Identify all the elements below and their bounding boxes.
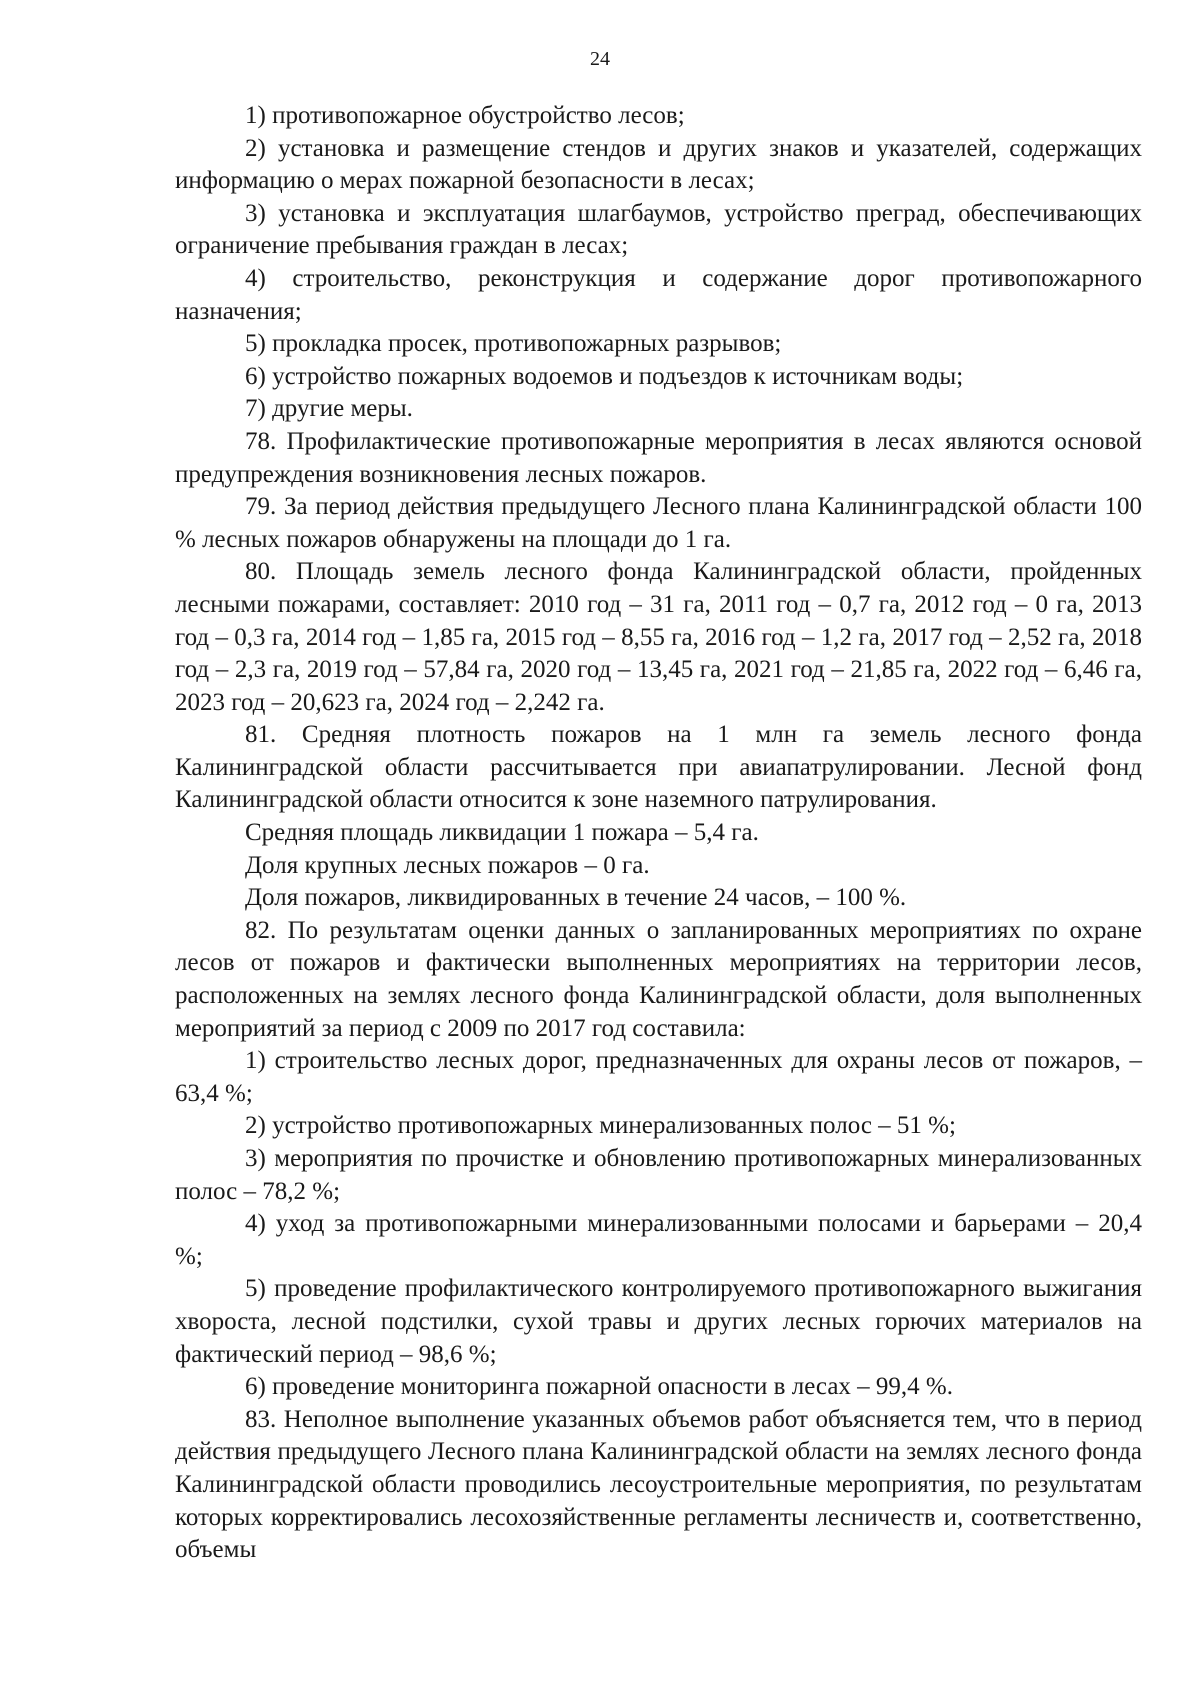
list-item-strip-maintenance: 4) уход за противопожарными минерализованными полосами и барьерами – 20,4 %; bbox=[175, 1210, 1142, 1270]
list-item-barriers: 3) установка и эксплуатация шлагбаумов, устройство преград, обеспечивающих ограничение пребывания граждан в лесах; bbox=[175, 199, 1142, 260]
list-item-controlled-burning: 5) проведение профилактического контролируемого противопожарного выжигания хвороста, лесной подстилки, сухой травы и других лесных горючих материалов на фактический период – 98,6 %; bbox=[175, 1275, 1142, 1368]
list-item-forest-roads: 1) строительство лесных дорог, предназначенных для охраны лесов от пожаров, – 63,4 %; bbox=[175, 1047, 1142, 1107]
paragraph-82: 82. По результатам оценки данных о запланированных мероприятиях по охране лесов от пожаров и фактически выполненных мероприятиях на территории лесов, расположенных на землях лесного фонда Калининградской области, доля выполненных мероприятий за период с 2009 по 2017 год составила: bbox=[175, 916, 1142, 1042]
paragraph-81: 81. Средняя плотность пожаров на 1 млн га земель лесного фонда Калининградской области рассчитывается при авиапатрулировании. Лесной фонд Калининградской области относится к зоне наземного патрулирования. bbox=[175, 721, 1142, 814]
list-item-strip-cleaning: 3) мероприятия по прочистке и обновлению противопожарных минерализованных полос – 78,2 %; bbox=[175, 1145, 1142, 1205]
document-body bbox=[175, 100, 1142, 1567]
list-item-other-measures: 7) другие меры. bbox=[245, 395, 413, 423]
average-fire-area: Средняя площадь ликвидации 1 пожара – 5,4 га. bbox=[245, 819, 759, 847]
fires-extinguished-24h-share: Доля пожаров, ликвидированных в течение 24 часов, – 100 %. bbox=[245, 884, 907, 912]
list-item-clearings: 5) прокладка просек, противопожарных разрывов; bbox=[245, 330, 782, 358]
list-item-mineralized-strips: 2) устройство противопожарных минерализованных полос – 51 %; bbox=[245, 1112, 956, 1140]
paragraph-79: 79. За период действия предыдущего Лесного плана Калининградской области 100 % лесных пожаров обнаружены на площади до 1 га. bbox=[175, 493, 1142, 553]
list-item-fire-ponds: 6) устройство пожарных водоемов и подъездов к источникам воды; bbox=[245, 362, 964, 390]
paragraph-83: 83. Неполное выполнение указанных объемов работ объясняется тем, что в период действия предыдущего Лесного плана Калининградской области на землях лесного фонда Калининградской области проводились лесоустроительные мероприятия, по результатам которых корректировались лесохозяйственные регламенты лесничеств и, соответственно, объемы bbox=[175, 1405, 1142, 1564]
list-item-fire-roads: 4) строительство, реконструкция и содержание дорог противопожарного назначения; bbox=[175, 264, 1142, 325]
paragraph-80: 80. Площадь земель лесного фонда Калининградской области, пройденных лесными пожарами, составляет: 2010 год – 31 га, 2011 год – 0,7 га, 2012 год – 0 га, 2013 год – 0,3 га, 2014 год – 1,85 га, 2015 год – 8,55 га, 2016 год – 1,2 га, 2017 год – 2,52 га, 2018 год – 2,3 га, 2019 год – 57,84 га, 2020 год – 13,45 га, 2021 год – 21,85 га, 2022 год – 6,46 га, 2023 год – 20,623 га, 2024 год – 2,242 га. bbox=[175, 558, 1142, 716]
list-item-fire-prevention-arrangement: 1) противопожарное обустройство лесов; bbox=[245, 102, 685, 129]
list-item-stands-and-signs: 2) установка и размещение стендов и других знаков и указателей, содержащих информацию о мерах пожарной безопасности в лесах; bbox=[175, 134, 1142, 195]
paragraph-78: 78. Профилактические противопожарные мероприятия в лесах являются основой предупреждения возникновения лесных пожаров. bbox=[175, 427, 1142, 488]
page-number: 24 bbox=[590, 48, 610, 70]
large-fires-share: Доля крупных лесных пожаров – 0 га. bbox=[245, 851, 650, 879]
list-item-fire-monitoring: 6) проведение мониторинга пожарной опасности в лесах – 99,4 %. bbox=[245, 1373, 954, 1401]
